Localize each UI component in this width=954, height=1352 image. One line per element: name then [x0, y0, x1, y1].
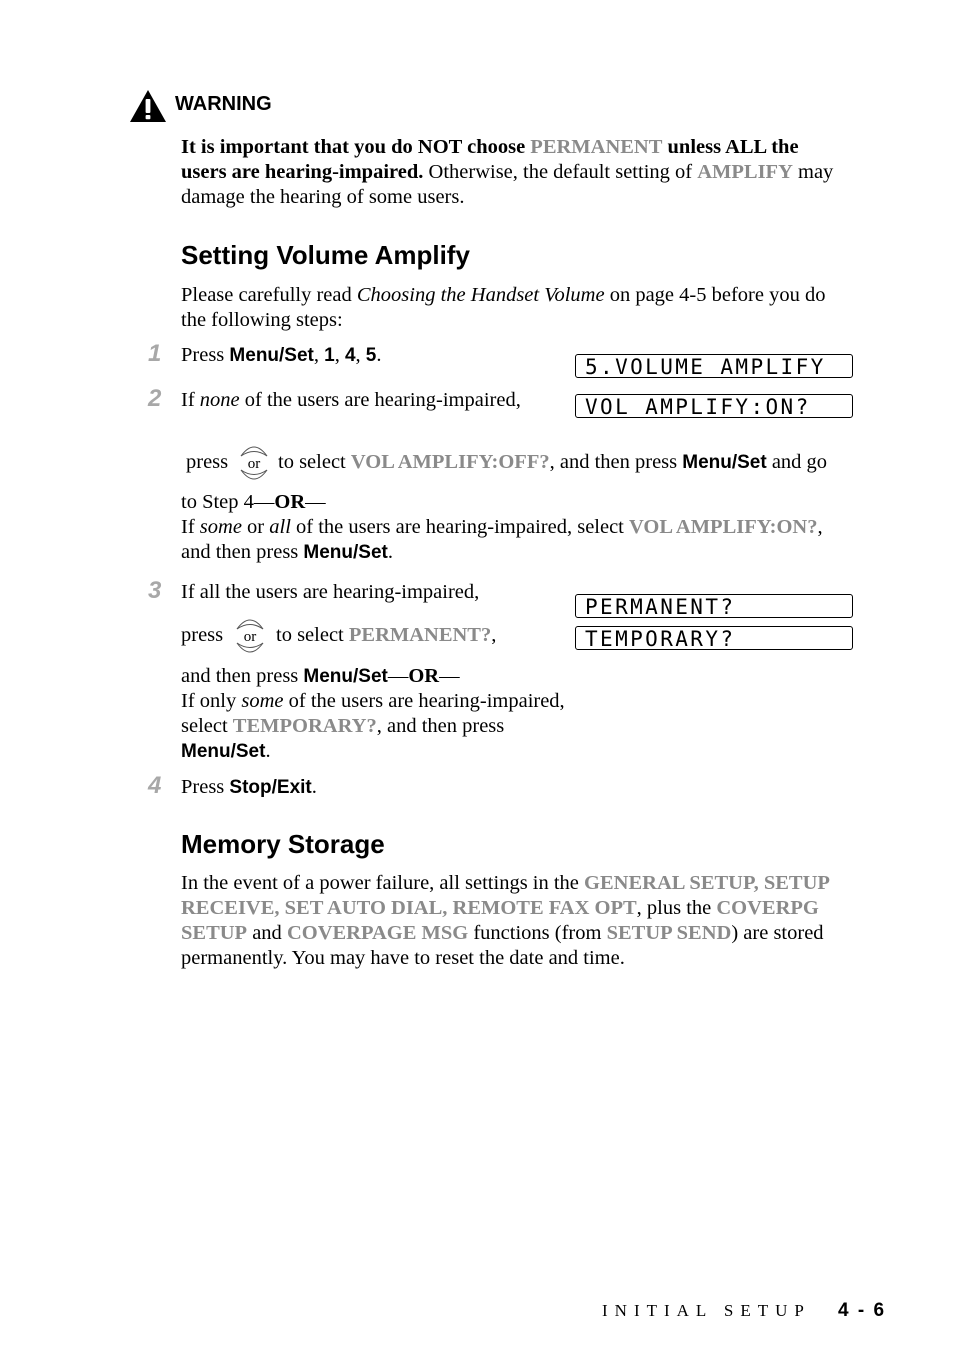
step-4-text: Press Stop/Exit.: [181, 776, 317, 798]
lcd-display-line: TEMPORARY?: [575, 626, 853, 650]
lcd-display-line: VOL AMPLIFY:ON?: [575, 394, 853, 418]
step-2-continued: to Step 4—OR— If some or all of the users are hearing-impaired, select VOL AMPLIFY:ON?, and then press Menu/Set.: [181, 491, 823, 563]
svg-text:or: or: [243, 629, 257, 645]
step-2-select: to select VOL AMPLIFY:OFF?, and then press Menu/Set and go: [278, 451, 828, 473]
step-2-press: press: [186, 451, 229, 473]
warning-title: WARNING: [175, 93, 272, 115]
warning-text: It is important that you do NOT choose PERMANENT unless ALL the users are hearing-impaired. Otherwise, the default setting of AMPLIFY may damage the hearing of some users.: [181, 136, 834, 208]
nav-up-down-key-icon: [238, 440, 270, 486]
memory-storage-text: In the event of a power failure, all settings in the GENERAL SETUP, SETUP RECEIVE, SET AUTO DIAL, REMOTE FAX OPT, plus the COVERPG SETUP and COVERPAGE MSG functions (from SETUP SEND) are stored permanently. You may have to reset the date and time.: [181, 872, 830, 969]
nav-up-down-key-icon: [234, 613, 266, 659]
lcd-display-line: 5.VOLUME AMPLIFY: [575, 354, 853, 378]
step-3-press: press: [181, 624, 224, 646]
section-heading-volume-amplify: Setting Volume Amplify: [181, 240, 470, 270]
step-number-1: 1: [148, 340, 162, 367]
step-3-continued: and then press Menu/Set—OR— If only some of the users are hearing-impaired, select TEMPORARY?, and then press Menu/Set.: [181, 665, 565, 762]
lcd-display-line: PERMANENT?: [575, 594, 853, 618]
footer-section-title: INITIAL SETUP: [602, 1301, 811, 1320]
step-3-select: to select PERMANENT?,: [276, 624, 497, 646]
step-number-3: 3: [148, 577, 162, 604]
svg-text:or: or: [247, 456, 261, 472]
step-2-text: If none of the users are hearing-impaired,: [181, 389, 521, 411]
warning-icon: [129, 89, 167, 123]
step-number-2: 2: [148, 385, 162, 412]
section-intro: Please carefully read Choosing the Handset Volume on page 4-5 before you do the following steps:: [181, 284, 826, 331]
step-1-text: Press Menu/Set, 1, 4, 5.: [181, 344, 382, 366]
step-3-text: If all the users are hearing-impaired,: [181, 581, 480, 603]
step-number-4: 4: [148, 772, 162, 799]
section-heading-memory-storage: Memory Storage: [181, 829, 385, 859]
page-number: 4 - 6: [838, 1300, 887, 1321]
